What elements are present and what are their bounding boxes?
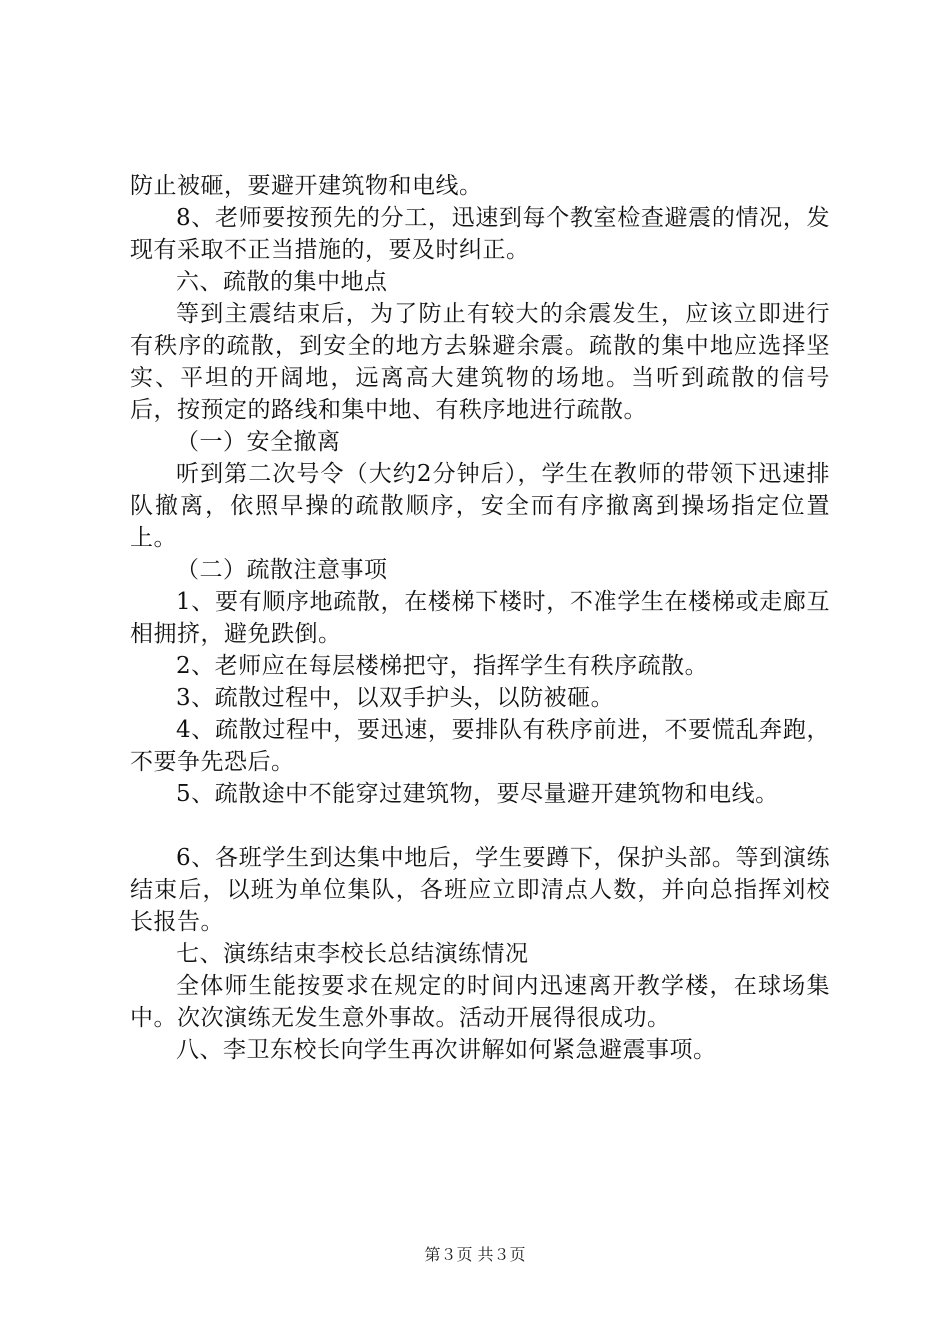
paragraph-continuation: 防止被砸，要避开建筑物和电线。 [130, 173, 483, 199]
list-item-note-1: 1、要有顺序地疏散，在楼梯下楼时，不准学生在楼梯或走廊互相拥挤，避免跌倒。 [130, 589, 830, 647]
list-item-note-4: 4、疏散过程中，要迅速，要排队有秩序前进，不要慌乱奔跑，不要争先恐后。 [130, 717, 830, 775]
list-item-note-3: 3、疏散过程中，以双手护头，以防被砸。 [176, 685, 615, 711]
paragraph-second-signal: 听到第二次号令（大约2分钟后），学生在教师的带领下迅速排队撤离，依照早操的疏散顺序，安全而有序撤离到操场指定位置上。 [130, 461, 830, 551]
section-heading-8: 八、李卫东校长向学生再次讲解如何紧急避震事项。 [176, 1037, 717, 1063]
list-item-note-6: 6、各班学生到达集中地后，学生要蹲下，保护头部。等到演练结束后，以班为单位集队，各班应立即清点人数，并向总指挥刘校长报告。 [130, 845, 830, 935]
subheading-safe-evacuation: （一）安全撤离 [176, 429, 341, 455]
paragraph-item-8: 8、老师要按预先的分工，迅速到每个教室检查避震的情况，发现有采取不正当措施的，要及时纠正。 [130, 205, 830, 263]
paragraph-summary: 全体师生能按要求在规定的时间内迅速离开教学楼，在球场集中。次次演练无发生意外事故。活动开展得很成功。 [130, 973, 830, 1031]
page-footer: 第３页 共３页 [424, 1245, 526, 1264]
paragraph-assembly-point: 等到主震结束后，为了防止有较大的余震发生，应该立即进行有秩序的疏散，到安全的地方去躲避余震。疏散的集中地应选择坚实、平坦的开阔地，远离高大建筑物的场地。当听到疏散的信号后，按预定的路线和集中地、有秩序地进行疏散。 [130, 301, 830, 423]
section-heading-6: 六、疏散的集中地点 [176, 269, 388, 295]
document-body [130, 170, 830, 1066]
section-heading-7: 七、演练结束李校长总结演练情况 [176, 941, 529, 967]
list-item-note-2: 2、老师应在每层楼梯把守，指挥学生有秩序疏散。 [176, 653, 709, 679]
list-item-note-5: 5、疏散途中不能穿过建筑物，要尽量避开建筑物和电线。 [176, 781, 779, 807]
subheading-evacuation-notes: （二）疏散注意事项 [176, 557, 388, 583]
blank-line [130, 810, 830, 842]
